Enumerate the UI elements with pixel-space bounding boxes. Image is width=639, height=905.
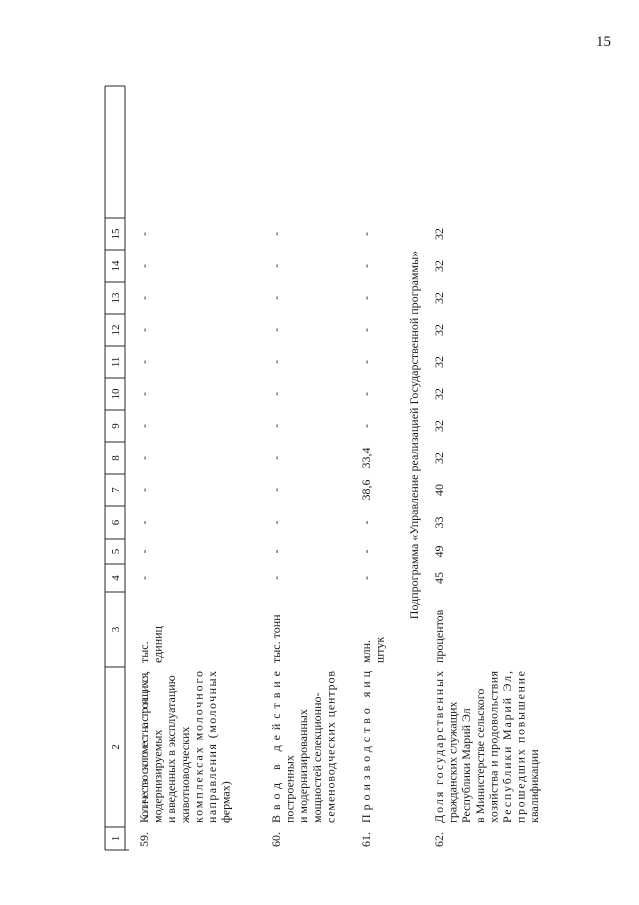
row-value: - [359,549,373,554]
row-value: 38,6 [359,479,373,501]
row-value: - [269,488,283,492]
row-value: 33 [432,516,446,529]
row-description-line: и модернизированных [296,709,311,823]
column-header-2: 2 [110,744,122,750]
table-row [269,232,337,847]
row-number: 61. [359,832,373,847]
row-value: - [137,520,151,525]
row-description-line: гражданских служащих [445,701,460,823]
row-unit: штук [372,636,387,663]
subprogram-heading: Подпрограмма «Управление реализацией Государственной программы» [407,250,421,620]
row-value: - [359,520,373,525]
row-value: 40 [432,484,446,496]
row-value: - [269,392,283,396]
row-description-line: Доля государственных [432,671,446,823]
row-value: - [269,424,283,428]
row-value: - [137,456,151,460]
row-value: - [359,296,373,300]
row-number: 60. [269,832,283,847]
row-value: - [359,360,373,364]
row-description-line: хозяйства и продовольствия [486,671,501,823]
table-header [110,228,122,841]
column-header-15: 15 [110,228,122,240]
column-header-11: 11 [110,356,122,368]
column-header-6: 6 [110,519,122,526]
row-value: - [269,576,283,580]
row-unit: млн. [359,639,373,663]
row-value: - [269,456,283,460]
row-value: - [359,264,373,268]
row-value: - [359,328,373,332]
row-value: - [269,264,283,268]
row-description-line: Республики Марий Эл [459,708,474,823]
table-grid [105,86,129,850]
row-description-line: фермах) [218,781,233,823]
row-unit: единиц [150,626,165,663]
row-value: - [137,424,151,428]
row-description-line: Ввод в действие [269,671,283,823]
column-header-5: 5 [110,548,122,555]
row-value: - [359,576,373,580]
row-value: - [137,549,151,554]
row-value: - [269,328,283,332]
row-unit: тыс. [137,641,151,663]
column-header-14: 14 [110,260,122,272]
row-number: 59. [137,832,151,847]
row-description-line: построенных [282,755,297,823]
table-body [137,228,541,847]
row-description-line: квалификации [527,749,542,823]
row-value: - [137,232,151,236]
row-value: - [137,576,151,580]
row-value: 32 [432,324,446,336]
row-value: 32 [432,260,446,272]
column-header-1: 1 [110,835,122,842]
row-value: 45 [432,572,446,584]
row-value: - [269,549,283,554]
row-value: - [359,424,373,428]
row-description-line: модернизируемых [150,729,165,823]
row-value: - [269,296,283,300]
row-value: 32 [432,388,446,400]
row-value: 33,4 [359,447,373,469]
row-description-line: животноводческих [177,726,192,823]
row-description-line: комплексах молочного [191,671,206,823]
row-value: - [137,360,151,364]
row-unit: тыс. тонн [269,614,283,663]
row-value: 32 [432,228,446,240]
column-header-4: 4 [110,575,122,581]
column-header-12: 12 [110,324,122,336]
row-value: - [137,392,151,396]
column-header-8: 8 [110,455,122,461]
table-row [359,232,387,847]
row-description-line: в Министерстве сельского [472,688,487,823]
row-value: - [137,328,151,332]
row-number: 62. [432,832,446,847]
column-header-9: 9 [110,423,122,429]
table-row [432,228,541,847]
row-description-line: направления (молочных [205,671,219,823]
row-value: - [269,520,283,525]
row-value: - [137,264,151,268]
column-header-3: 3 [110,626,122,633]
row-value: 32 [432,356,446,368]
row-description-line: и введенных в эксплуатацию [164,675,179,823]
row-value: - [359,392,373,396]
column-header-13: 13 [110,292,122,304]
row-description-line: Республики Марий Эл, [500,671,514,823]
row-value: - [137,296,151,300]
row-value: 32 [432,452,446,464]
column-header-10: 10 [110,388,122,400]
row-unit: процентов [432,609,446,663]
column-header-7: 7 [110,487,122,493]
row-description-line: семеноводческих центров [323,671,338,823]
row-value: - [269,360,283,364]
table-row [137,232,233,847]
row-description-line: прошедших повышение [513,671,528,823]
row-description-line: Производство яиц [359,671,373,823]
row-value: - [269,232,283,236]
row-value: 32 [432,292,446,304]
row-value: - [137,488,151,492]
row-value: - [359,232,373,236]
row-description-line: Количество скотомест на строящихся, [137,671,151,823]
page-number: 15 [596,34,611,50]
row-value: 32 [432,420,446,432]
row-description-line: мощностей селекционно- [309,692,324,823]
row-value: 49 [432,545,446,558]
